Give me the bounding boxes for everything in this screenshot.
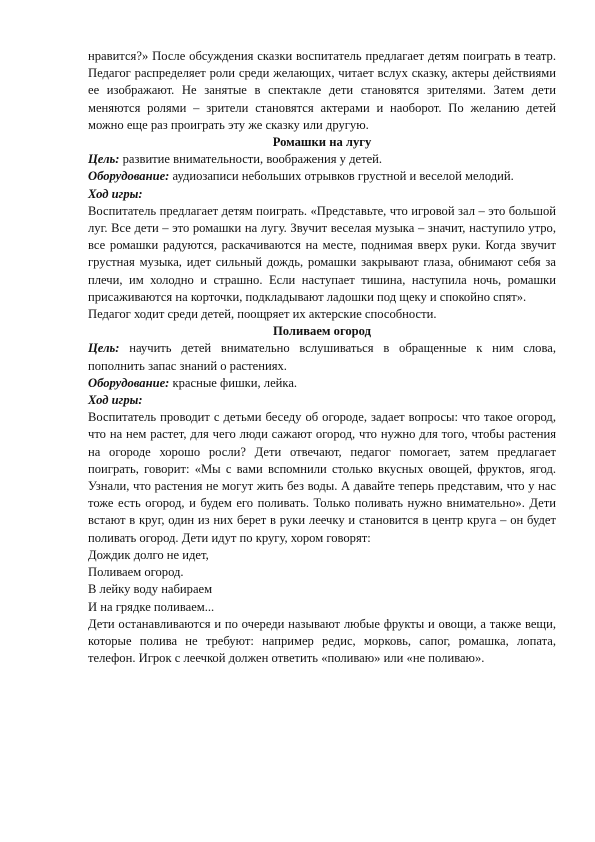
game2-goal <box>88 340 556 374</box>
game2-process-label: Ход игры: <box>88 393 143 408</box>
game2-process-label-line <box>88 392 556 409</box>
game1-equipment <box>88 168 556 185</box>
game1-closing: Педагог ходит среди детей, поощряет их актерские способности. <box>88 307 437 322</box>
game1-goal-label: Цель: <box>88 152 120 167</box>
game2-goal-label: Цель: <box>88 341 120 356</box>
game1-equipment-text: аудиозаписи небольших отрывков грустной и веселой мелодий. <box>169 169 514 184</box>
poem-line: В лейку воду набираем <box>88 582 213 597</box>
poem-line: Поливаем огород. <box>88 565 184 580</box>
game2-process-text: Воспитатель проводит с детьми беседу об огороде, задает вопросы: что такое огород, что на нем растет, для чего люди сажают огород, что нужно для того, чтобы растения на огороде хорошо росли? Дети отвечают, педагог помогает, затем предлагает поиграть, говорит: «Мы с вами вспомнили столько вкусных овощей, фруктов, ягод. Узнали, что растения не могут жить без воды. А давайте теперь представим, что у нас тоже есть огород, и будем его поливать. Только поливать нужно внимательно». Дети встают в круг, один из них берет в руки леечку и становится в центр круга – он будет поливать огород. Дети идут по кругу, хором говорят: <box>88 410 556 545</box>
game2-equipment-text: красные фишки, лейка. <box>169 375 298 390</box>
game1-process-label: Ход игры: <box>88 186 143 201</box>
game2-title: Поливаем огород <box>273 324 371 339</box>
poem-line: Дождик долго не идет, <box>88 547 209 562</box>
game2-equipment-label: Оборудование: <box>88 375 170 390</box>
game2-equipment <box>88 375 556 392</box>
game1-process-text: Воспитатель предлагает детям поиграть. «Представьте, что игровой зал – это большой луг. Все дети – это ромашки на лугу. Звучит веселая музыка – значит, наступило утро, все ромашки радуются, раскачиваются на месте, поднимая вверх руки. Когда звучит грустная музыка, идет сильный дождь, ромашки закрывают глаза, обнимают себя за плечи, им холодно и страшно. Если наступает тишина, наступила ночь, ромашки присаживаются на корточки, подкладывают ладошки под щеку и спокойно спят». <box>88 203 556 304</box>
game1-title: Ромашки на лугу <box>272 135 372 150</box>
game2-ending: Дети останавливаются и по очереди называют любые фрукты и овощи, а также вещи, которые полива не требуют: например редис, морковь, сапог, ромашка, лопата, телефон. Игрок с леечкой должен ответить «поливаю» или «не поливаю». <box>88 616 556 666</box>
game1-process-label-line <box>88 186 556 203</box>
game1-equipment-label: Оборудование: <box>88 169 170 184</box>
game2-goal-text: научить детей внимательно вслушиваться в обращенные к ним слова, пополнить запас знаний о растениях. <box>88 341 556 373</box>
game1-goal-text: развитие внимательности, воображения у детей. <box>119 152 383 167</box>
intro-paragraph: нравится?» После обсуждения сказки воспитатель предлагает детям поиграть в театр. Педагог распределяет роли среди желающих, читает вслух сказку, актеры действиями ее изображают. Не занятые в спектакле дети становятся зрителями. Затем дети меняются ролями – зрители становятся актерами и наоборот. По желанию детей можно еще раз проиграть эту же сказку или другую. <box>88 49 556 132</box>
document-page <box>88 48 556 667</box>
poem-line: И на грядке поливаем... <box>88 599 215 614</box>
game1-goal <box>88 151 556 168</box>
